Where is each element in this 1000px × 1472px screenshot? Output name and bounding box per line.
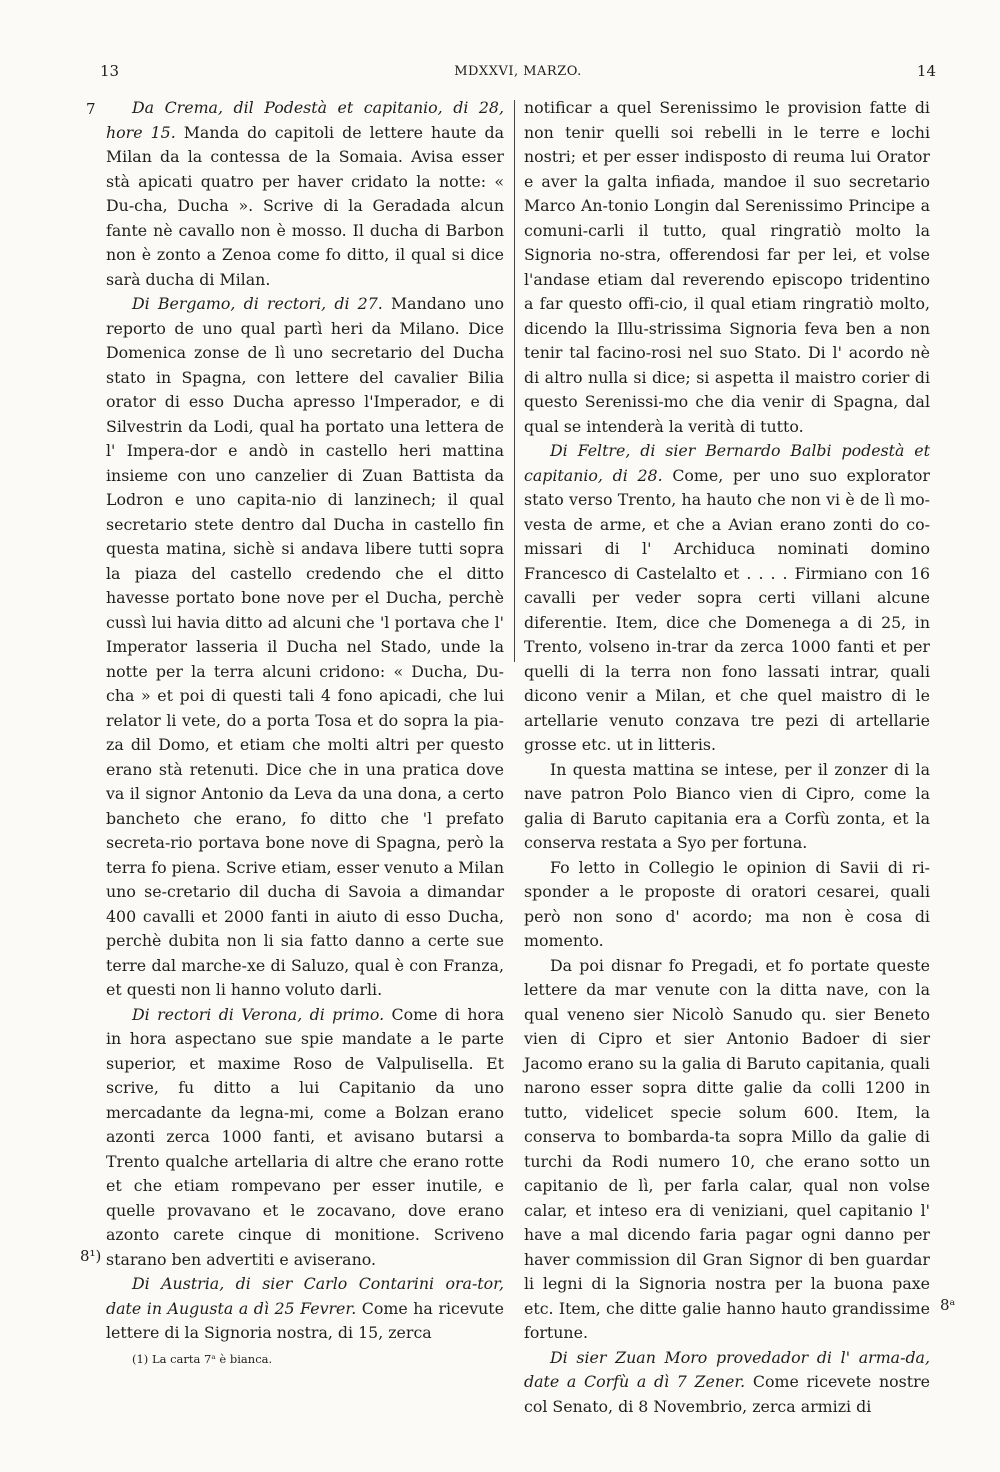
footnote: (1) La carta 7ᵃ è bianca. xyxy=(132,1352,273,1366)
margin-number-8: 8¹) xyxy=(80,1247,102,1265)
paragraph: Di sier Zuan Moro provedador di l' arma-da, date a Corfù a dì 7 Zener. Come ricevete nostre col Senato, di 8 Novembrio, zerca armizi di xyxy=(524,1347,930,1416)
margin-number-8a: 8ᵃ xyxy=(940,1296,956,1314)
paragraph: Fo letto in Collegio le opinion di Savii di ri-sponder a le proposte di oratori cesarei, quali però non sono d' acordo; ma non è cosa di momento. xyxy=(524,857,930,950)
column-divider xyxy=(514,100,515,662)
page-number-right: 14 xyxy=(916,62,936,80)
entry-heading: Di Bergamo, di rectori, di 27. xyxy=(132,294,383,313)
paragraph: Di Austria, di sier Carlo Contarini ora-tor, date in Augusta a dì 25 Fevrer. Come ha ricevute lettere di la Signoria nostra, di 15, zerca xyxy=(106,1274,504,1342)
entry-heading: Di sier Zuan Moro provedador di l' arma-da, date a Corfù a dì 7 Zener. xyxy=(524,1347,930,1391)
entry-heading: Di rectori di Verona, di primo. xyxy=(132,1004,385,1024)
entry-heading: Da Crema, dil Podestà et capitanio, di 28, hore 15. xyxy=(106,98,504,142)
page-number-left: 13 xyxy=(100,62,120,80)
paragraph: Di Bergamo, di rectori, di 27. Mandano uno reporto de uno qual partì heri da Milano. Dice Domenica zonse de lì uno secretario del Ducha stato in Spagna, con lettere del cavalier Bilia orator di esso Ducha apresso l'Imperador, e di Silvestrin da Lodi, qual ha portato una lettera de l' Impera-dor e andò in castello heri mattina insieme con uno canzelier di Zuan Battista da Lodron e uno capita-nio di lanzinech; il qual secretario stete dentro dal Ducha in castello fin questa matina, sichè si andava libere tutti sopra la piaza del castello credendo che el ditto havesse portato bone nove per el Ducha, perchè cussì lui havia ditto ad alcuni che 'l portava che l' Imperator lasseria il Ducha nel Stado, unde la notte per la terra alcuni cridono: « Ducha, Du-cha » et poi di questi tali 4 fono apicadi, che lui relator li vete, do a porta Tosa et do sopra la pia-za dil Domo, et etiam che molti altri per questo erano stà retenuti. Dice che in una pratica dove va il signor Antonio da Leva da una dona, a certo bancheto che erano, fo ditto che 'l prefato secreta-rio portava bone nove di Spagna, però la terra fo piena. Scrive etiam, esser venuto a Milan uno se-cretario dil ducha di Savoia a dimandar 400 cavalli et 2000 fanti in aiuto di esso Ducha, perchè dubita non li sia fatto danno a certe sue terre dal marche-xe di Saluzo, qual è con Franza, et questi non li hanno voluto darli. xyxy=(106,294,504,999)
entry-heading: Di Feltre, di sier Bernardo Balbi podestà et capitanio, di 28. xyxy=(524,441,930,485)
paragraph: Di Feltre, di sier Bernardo Balbi podestà et capitanio, di 28. Come, per uno suo explorator stato verso Trento, ha hauto che non vi è de lì mo-vesta de arme, et che a Avian erano zonti do co-missari di l' Archiduca nominati domino Francesco di Castelalto et . . . . Firmiano con 16 cavalli per veder sopra certi villani alcune diferentie. Item, dice che Domenega a di 25, in Trento, volseno in-trar da zerca 1000 fanti et per quelli di la terra non fono lassati intrar, quali dicono venir a Milan, et che quel maistro di le artellarie venuto conzava tre pezi di artellarie grosse etc. ut in litteris. xyxy=(524,441,930,754)
left-column xyxy=(106,96,504,1346)
paragraph: In questa mattina se intese, per il zonzer di la nave patron Polo Bianco vien di Cipro, come la galia di Baruto capitania era a Corfù zonta, et la conserva restata a Syo per fortuna. xyxy=(524,759,930,852)
entry-heading: Di Austria, di sier Carlo Contarini ora-tor, date in Augusta a dì 25 Fevrer. xyxy=(106,1274,504,1318)
right-column xyxy=(524,96,930,1419)
paragraph: Di rectori di Verona, di primo. Come di hora in hora aspectano sue spie mandate a le parte superior, et maxime Roso de Valpulisella. Et scrive, fu ditto a lui Capitanio da uno mercadante da legna-mi, come a Bolzan erano azonti zerca 1000 fanti, et avisano butarsi a Trento qualche artellaria di altre che erano rotte et che etiam rompevano per esser inutile, e quelle provavano et le zocavano, dove erano azonto carete cinque di monitione. Scriveno starano ben advertiti e aviserano. xyxy=(106,1004,505,1269)
paragraph: Da Crema, dil Podestà et capitanio, di 28, hore 15. Manda do capitoli de lettere haute da Milan da la contessa de la Somaia. Avisa esser stà apicati quatro per haver cridato la notte: « Du-cha, Ducha ». Scrive di la Geradada alcun fante nè cavallo non è mosso. Il ducha di Barbon non è zonto a Zenoa come fo ditto, il qual si dice sarà ducha di Milan. xyxy=(106,98,504,289)
paragraph: Da poi disnar fo Pregadi, et fo portate queste lettere da mar venute con la ditta nave, con la qual veneno sier Nicolò Sanudo qu. sier Beneto vien di Cipro et sier Antonio Badoer di sier Jacomo erano su la galia di Baruto capitania, quali narono esser sopra ditte galie da colli 1200 in tutto, videlicet specie solum 600. Item, la conserva to bombarda-ta sopra Millo da galie di turchi da Rodi numero 10, che erano sotto un capitanio de lì, per farla calar, qual non volse calar, et inteso era di veniziani, quel capitanio l' have a mal dicendo faria pagar ogni danno per haver commission dil Gran Signor di ben guardar li legni di la Signoria nostra per la buona paxe etc. Item, che ditte galie hanno hauto grandissime fortune. xyxy=(524,955,930,1342)
running-title: MDXXVI, MARZO. xyxy=(454,64,582,79)
page-header xyxy=(100,62,936,88)
paragraph: notificar a quel Serenissimo le provision fatte di non tenir quelli soi rebelli in le terre e lochi nostri; et per esser indisposto di reuma lui Orator e aver la galta infiada, mandoe il suo secretario Marco An-tonio Longin dal Serenissimo Principe a comuni-carli il tutto, qual ringratiò molto la Signoria no-stra, offerendosi far per lei, et volse l'andase etiam dal reverendo episcopo tridentino a far questo offi-cio, il qual etiam ringratiò molto, dicendo la Illu-strissima Signoria feva ben a non tenir tal facino-rosi nel suo Stato. Di l' acordo nè di altro nulla si dice; si aspetta il maistro corier di questo Serenissi-mo che dia venir di Spagna, dal qual se intenderà la verità di tutto. xyxy=(524,98,930,436)
margin-number-7: 7 xyxy=(86,100,96,118)
